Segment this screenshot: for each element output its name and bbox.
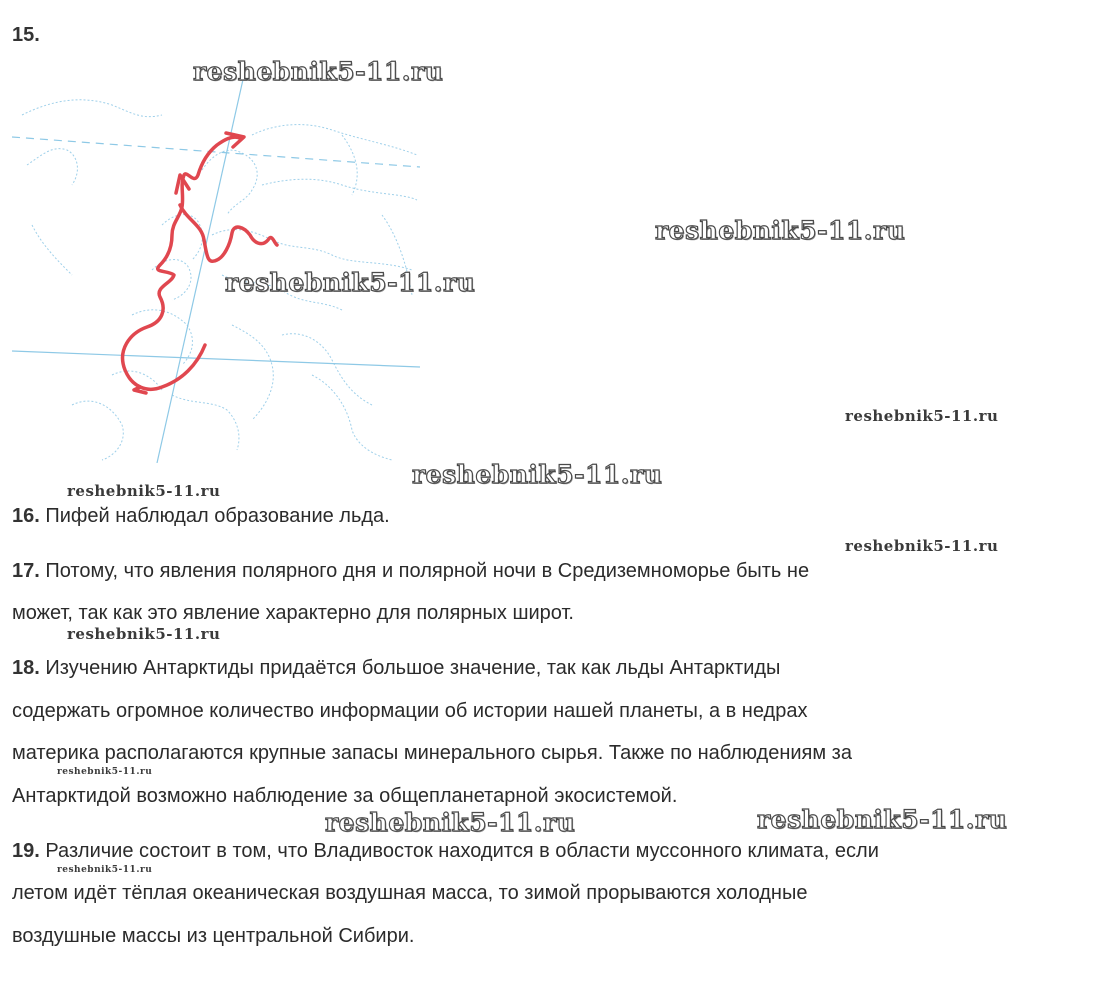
answer-17-line-1: [12, 559, 809, 583]
watermark: reshebnik5-11.ru: [225, 268, 476, 297]
answer-19-number: 19.: [12, 840, 40, 862]
answer-18-line-4: Антарктидой возможно наблюдение за общепланетарной экосистемой.: [12, 785, 678, 807]
answer-17-number: 17.: [12, 560, 40, 582]
answer-19-text-1: Различие состоит в том, что Владивосток находится в области муссонного климата, если: [45, 840, 879, 862]
watermark: reshebnik5-11.ru: [325, 808, 576, 837]
watermark: reshebnik5-11.ru: [67, 625, 221, 643]
watermark: reshebnik5-11.ru: [845, 537, 999, 555]
watermark: reshebnik5-11.ru: [57, 767, 153, 777]
answer-16-line-1: [12, 504, 390, 528]
answer-19-line-1: [12, 839, 879, 863]
watermark: reshebnik5-11.ru: [57, 865, 153, 875]
parallel-line: [12, 351, 420, 367]
watermark: reshebnik5-11.ru: [67, 482, 221, 500]
watermark: reshebnik5-11.ru: [845, 407, 999, 425]
answer-18-number: 18.: [12, 657, 40, 679]
answer-16-number: 16.: [12, 505, 40, 527]
answer-18-line-1: [12, 656, 780, 680]
watermark: reshebnik5-11.ru: [412, 460, 663, 489]
watermark: reshebnik5-11.ru: [193, 57, 444, 86]
watermark: reshebnik5-11.ru: [655, 216, 906, 245]
answer-17-text-1: Потому, что явления полярного дня и полярной ночи в Средиземноморье быть не: [45, 560, 810, 582]
answer-19-line-3: воздушные массы из центральной Сибири.: [12, 925, 415, 947]
answer-17-line-2: может, так как это явление характерно для полярных широт.: [12, 602, 574, 624]
task-15-number: 15.: [12, 24, 40, 46]
watermark: reshebnik5-11.ru: [757, 805, 1008, 834]
answer-16-text: Пифей наблюдал образование льда.: [45, 505, 390, 527]
answer-18-line-3: материка располагаются крупные запасы минерального сырья. Также по наблюдениям за: [12, 742, 852, 764]
pytheas-route: [123, 133, 277, 393]
arctic-circle-line: [12, 137, 420, 167]
answer-18-line-2: содержать огромное количество информации об истории нашей планеты, а в недрах: [12, 700, 808, 722]
answer-18-text-1: Изучению Антарктиды придаётся большое значение, так как льды Антарктиды: [45, 657, 781, 679]
answer-19-line-2: летом идёт тёплая океаническая воздушная масса, то зимой прорываются холодные: [12, 882, 808, 904]
